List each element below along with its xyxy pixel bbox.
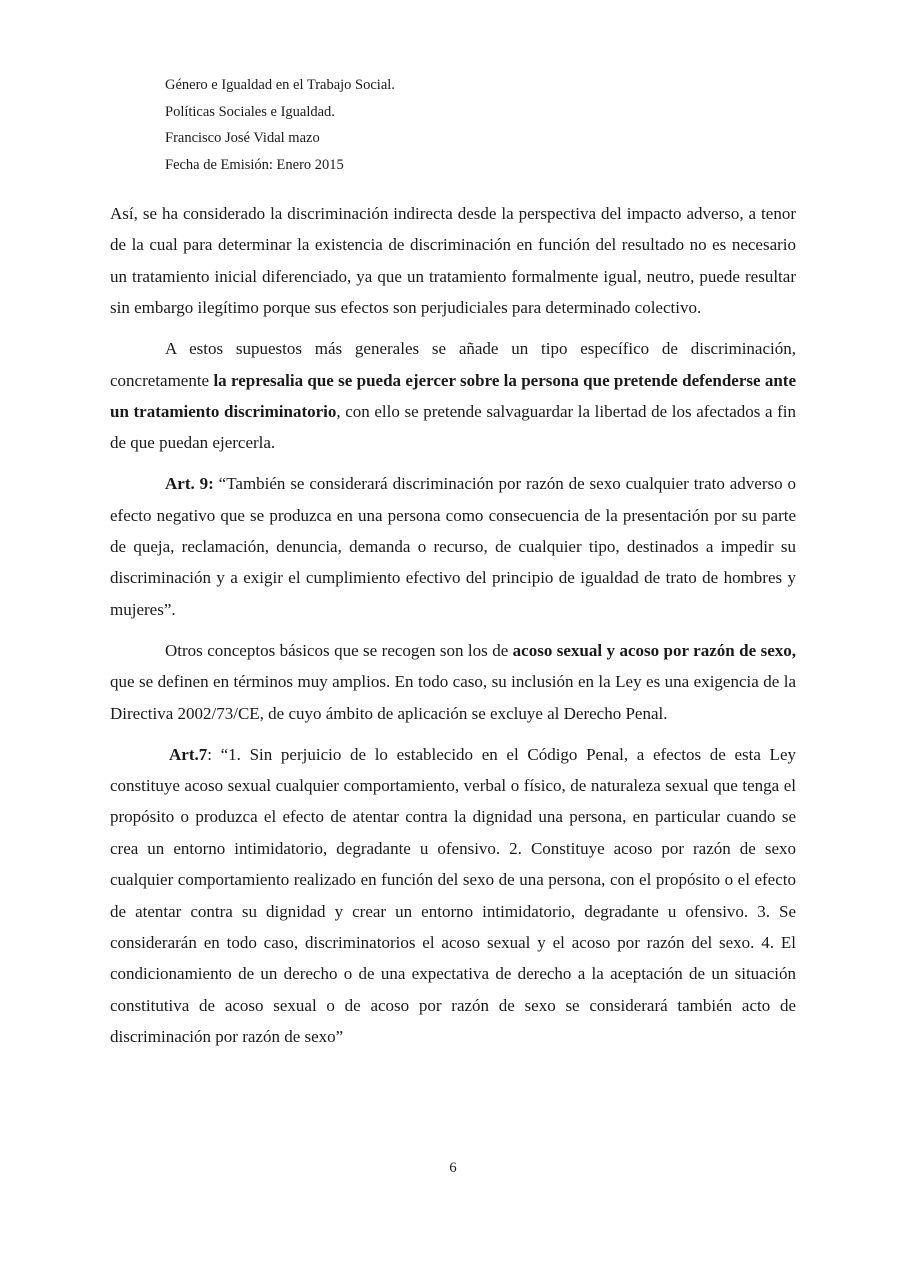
header-issue-date: Fecha de Emisión: Enero 2015 <box>165 156 344 173</box>
paragraph-article-9 <box>110 468 796 625</box>
paragraph-article-7 <box>110 739 796 1053</box>
paragraph-text: Otros conceptos básicos que se recogen son los de <box>165 640 513 660</box>
document-header <box>165 72 395 178</box>
paragraph-text: A estos supuestos más generales se añade un tipo específico de discriminación, concretamente <box>110 339 796 390</box>
paragraph-text: , con ello se pretende salvaguardar la libertad de los afectados a fin de que puedan ejercerla. <box>110 401 796 453</box>
paragraph-emphasis: acoso sexual y acoso por razón de sexo, <box>512 640 796 660</box>
paragraph-retaliation <box>110 333 796 459</box>
header-subject: Políticas Sociales e Igualdad. <box>165 103 335 120</box>
article-label: Art. 9: <box>165 474 214 494</box>
page-number: 6 <box>449 1160 457 1176</box>
article-label: Art.7 <box>169 744 208 764</box>
paragraph-emphasis: la represalia que se pueda ejercer sobre la persona que pretende defenderse ante un tratamiento discriminatorio <box>110 370 797 421</box>
article-quote: : “1. Sin perjuicio de lo establecido en el Código Penal, a efectos de esta Ley constituye acoso sexual cualquier comportamiento, verbal o físico, de naturaleza sexual que tenga el propósito o produzca el efecto de atentar contra la dignidad una persona, en particular cuando se crea un entorno intimidatorio, degradante u ofensivo. 2. Constituye acoso por razón de sexo cualquier comportamiento realizado en función del sexo de una persona, con el propósito o el efecto de atentar contra su dignidad y crear un entorno intimidatorio, degradante u ofensivo. 3. Se considerarán en todo caso, discriminatorios el acoso sexual y el acoso por razón del sexo. 4. El condicionamiento de un derecho o de una expectativa de derecho a la aceptación de un situación constitutiva de acoso sexual o de acoso por razón de sexo se considerará también acto de discriminación por razón de sexo” <box>110 744 796 1047</box>
header-author: Francisco José Vidal mazo <box>165 130 320 146</box>
paragraph-harassment-concepts <box>110 635 796 729</box>
header-course-title: Género e Igualdad en el Trabajo Social. <box>165 77 395 93</box>
article-quote: “También se considerará discriminación por razón de sexo cualquier trato adverso o efecto negativo que se produzca en una persona como consecuencia de la presentación por su parte de queja, reclamación, denuncia, demanda o recurso, de cualquier tipo, destinados a impedir su discriminación y a exigir el cumplimiento efectivo del principio de igualdad de trato de hombres y mujeres”. <box>110 474 796 619</box>
paragraph-text: que se definen en términos muy amplios. En todo caso, su inclusión en la Ley es una exigencia de la Directiva 2002/73/CE, de cuyo ámbito de aplicación se excluye al Derecho Penal. <box>110 672 796 723</box>
paragraph-indirect-discrimination: Así, se ha considerado la discriminación indirecta desde la perspectiva del impacto adverso, a tenor de la cual para determinar la existencia de discriminación en función del resultado no es necesario un tratamiento inicial diferenciado, ya que un tratamiento formalmente igual, neutro, puede resultar sin embargo ilegítimo porque sus efectos son perjudiciales para determinado colectivo. <box>110 204 796 318</box>
document-body <box>110 198 796 1062</box>
